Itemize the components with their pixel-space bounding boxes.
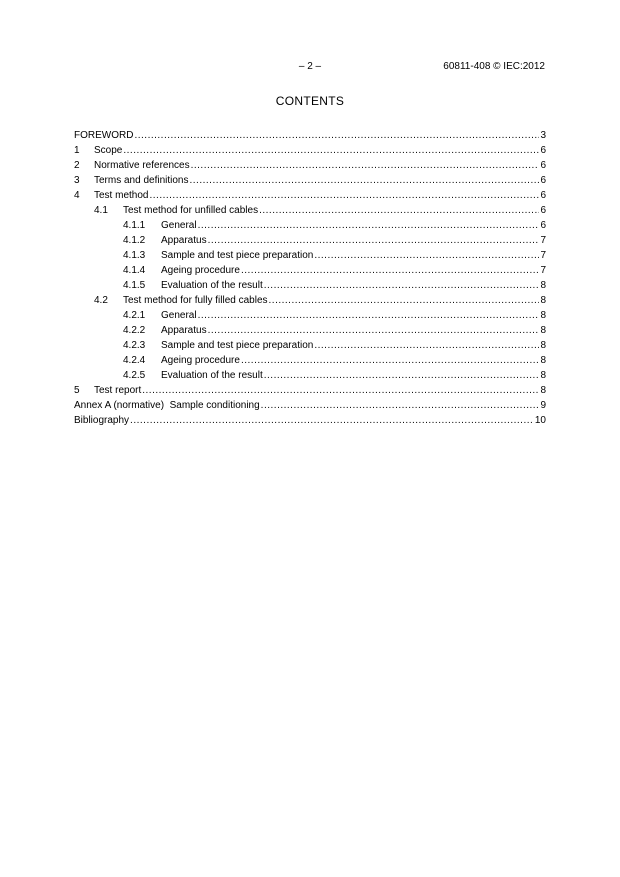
toc-entry-page: 9 <box>540 400 546 411</box>
dot-leader <box>198 218 540 233</box>
toc-entry-number: 4.1.5 <box>123 280 146 291</box>
toc-entry-number: 4.2.3 <box>123 340 146 351</box>
toc-entry-number: 4.2.2 <box>123 325 146 336</box>
toc-entry-page: 8 <box>540 310 546 321</box>
dot-leader <box>191 158 540 173</box>
toc-entry-page: 6 <box>540 160 546 171</box>
toc-entry-unfilled-cables[interactable] <box>74 203 546 218</box>
toc-entry-scope[interactable] <box>74 143 546 158</box>
dot-leader <box>269 293 540 308</box>
toc-entry-label: Bibliography <box>74 415 130 426</box>
dot-leader <box>130 413 534 428</box>
toc-entry-page: 7 <box>540 265 546 276</box>
toc-entry-number: 4.2.1 <box>123 310 146 321</box>
toc-entry-label: Annex A (normative) Sample conditioning <box>74 400 260 411</box>
toc-entry-number: 4.2 <box>94 295 108 306</box>
toc-entry-label: Terms and definitions <box>94 175 189 186</box>
dot-leader <box>134 128 539 143</box>
toc-entry-label: Test method for fully filled cables <box>123 295 268 306</box>
toc-entry-label: Ageing procedure <box>161 265 240 276</box>
table-of-contents <box>74 128 546 428</box>
toc-title: CONTENTS <box>275 94 345 108</box>
toc-entry-label: Apparatus <box>161 325 207 336</box>
dot-leader <box>264 368 540 383</box>
toc-entry-page: 10 <box>534 415 546 426</box>
dot-leader <box>208 323 540 338</box>
toc-entry-page: 3 <box>540 130 546 141</box>
toc-entry-page: 8 <box>540 340 546 351</box>
toc-entry-number: 4.1.4 <box>123 265 146 276</box>
toc-entry-filled-evaluation[interactable] <box>74 368 546 383</box>
dot-leader <box>149 188 539 203</box>
dot-leader <box>208 233 540 248</box>
toc-entry-page: 8 <box>540 325 546 336</box>
toc-entry-label: FOREWORD <box>74 130 134 141</box>
toc-entry-label: Sample and test piece preparation <box>161 250 314 261</box>
toc-entry-number: 4.1 <box>94 205 108 216</box>
dot-leader <box>241 263 539 278</box>
toc-entry-unfilled-ageing-procedure[interactable] <box>74 263 546 278</box>
toc-entry-bibliography[interactable] <box>74 413 546 428</box>
toc-entry-label: Test method for unfilled cables <box>123 205 259 216</box>
dot-leader <box>264 278 540 293</box>
toc-entry-normative-references[interactable] <box>74 158 546 173</box>
toc-entry-unfilled-evaluation[interactable] <box>74 278 546 293</box>
toc-entry-number: 4.2.5 <box>123 370 146 381</box>
toc-entry-label: Normative references <box>94 160 190 171</box>
toc-entry-page: 7 <box>540 250 546 261</box>
toc-entry-number: 2 <box>74 160 80 171</box>
toc-entry-number: 5 <box>74 385 80 396</box>
toc-entry-label: Evaluation of the result <box>161 280 263 291</box>
toc-entry-label: Evaluation of the result <box>161 370 263 381</box>
toc-entry-label: Test report <box>94 385 142 396</box>
toc-entry-fully-filled-cables[interactable] <box>74 293 546 308</box>
page-number: – 2 – <box>298 61 322 72</box>
toc-entry-number: 4.2.4 <box>123 355 146 366</box>
toc-entry-label: Sample and test piece preparation <box>161 340 314 351</box>
dot-leader <box>198 308 540 323</box>
dot-leader <box>259 203 539 218</box>
dot-leader <box>314 338 539 353</box>
toc-entry-page: 8 <box>540 385 546 396</box>
dot-leader <box>241 353 539 368</box>
toc-entry-label: Apparatus <box>161 235 207 246</box>
toc-entry-page: 8 <box>540 280 546 291</box>
toc-entry-label: Scope <box>94 145 123 156</box>
dot-leader <box>123 143 539 158</box>
toc-entry-page: 7 <box>540 235 546 246</box>
toc-entry-page: 6 <box>540 145 546 156</box>
toc-entry-label: General <box>161 220 197 231</box>
toc-entry-page: 6 <box>540 175 546 186</box>
toc-entry-page: 6 <box>540 190 546 201</box>
toc-entry-number: 3 <box>74 175 80 186</box>
dot-leader <box>142 383 539 398</box>
dot-leader <box>314 248 539 263</box>
toc-entry-label: Test method <box>94 190 149 201</box>
toc-entry-filled-ageing-procedure[interactable] <box>74 353 546 368</box>
toc-entry-unfilled-general[interactable] <box>74 218 546 233</box>
toc-entry-page: 6 <box>540 205 546 216</box>
toc-entry-filled-sample-preparation[interactable] <box>74 338 546 353</box>
toc-entry-foreword[interactable] <box>74 128 546 143</box>
toc-entry-page: 8 <box>540 295 546 306</box>
toc-entry-number: 4.1.3 <box>123 250 146 261</box>
toc-entry-number: 4.1.1 <box>123 220 146 231</box>
toc-entry-test-report[interactable] <box>74 383 546 398</box>
toc-entry-test-method[interactable] <box>74 188 546 203</box>
toc-entry-label: Ageing procedure <box>161 355 240 366</box>
toc-entry-annex-a[interactable] <box>74 398 546 413</box>
toc-entry-terms-and-definitions[interactable] <box>74 173 546 188</box>
toc-entry-page: 8 <box>540 355 546 366</box>
toc-entry-number: 1 <box>74 145 80 156</box>
toc-entry-label: General <box>161 310 197 321</box>
toc-entry-number: 4.1.2 <box>123 235 146 246</box>
toc-entry-page: 8 <box>540 370 546 381</box>
document-id: 60811-408 © IEC:2012 <box>443 61 545 72</box>
toc-entry-unfilled-sample-preparation[interactable] <box>74 248 546 263</box>
toc-entry-number: 4 <box>74 190 80 201</box>
toc-entry-unfilled-apparatus[interactable] <box>74 233 546 248</box>
dot-leader <box>190 173 540 188</box>
toc-entry-page: 6 <box>540 220 546 231</box>
dot-leader <box>261 398 540 413</box>
toc-entry-filled-apparatus[interactable] <box>74 323 546 338</box>
toc-entry-filled-general[interactable] <box>74 308 546 323</box>
